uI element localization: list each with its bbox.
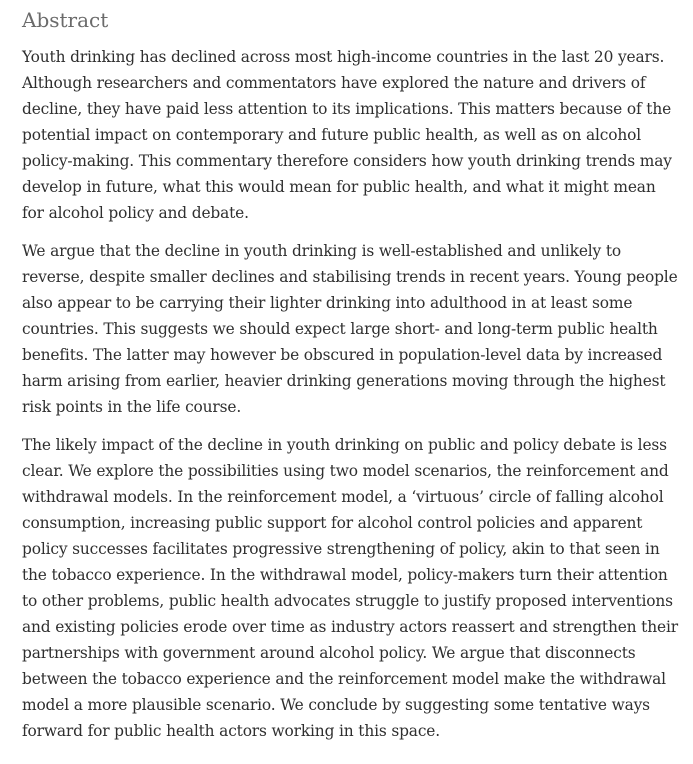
abstract-paragraph-1: Youth drinking has declined across most high-income countries in the last 20 years. Although researchers and commentators have explored the nature and drivers of decline, they have paid less attention to its implications. This matters because of the potential impact on contemporary and future public health, as well as on alcohol policy-making. This commentary therefore considers how youth drinking trends may develop in future, what this would mean for public health, and what it might mean for alcohol policy and debate. bbox=[22, 48, 672, 222]
abstract-heading: Abstract bbox=[22, 8, 109, 32]
abstract-paragraph-3: The likely impact of the decline in youth drinking on public and policy debate is less clear. We explore the possibilities using two model scenarios, the reinforcement and withdrawal models. In the reinforcement model, a ‘virtuous’ circle of falling alcohol consumption, increasing public support for alcohol control policies and apparent policy successes facilitates progressive strengthening of policy, akin to that seen in the tobacco experience. In the withdrawal model, policy-makers turn their attention to other problems, public health advocates struggle to justify proposed interventions and existing policies erode over time as industry actors reassert and strengthen their partnerships with government around alcohol policy. We argue that disconnects between the tobacco experience and the reinforcement model make the withdrawal model a more plausible scenario. We conclude by suggesting some tentative ways forward for public health actors working in this space. bbox=[22, 436, 678, 740]
abstract-paragraph-2: We argue that the decline in youth drinking is well-established and unlikely to reverse, despite smaller declines and stabilising trends in recent years. Young people also appear to be carrying their lighter drinking into adulthood in at least some countries. This suggests we should expect large short- and long-term public health benefits. The latter may however be obscured in population-level data by increased harm arising from earlier, heavier drinking generations moving through the highest risk points in the life course. bbox=[22, 242, 678, 416]
